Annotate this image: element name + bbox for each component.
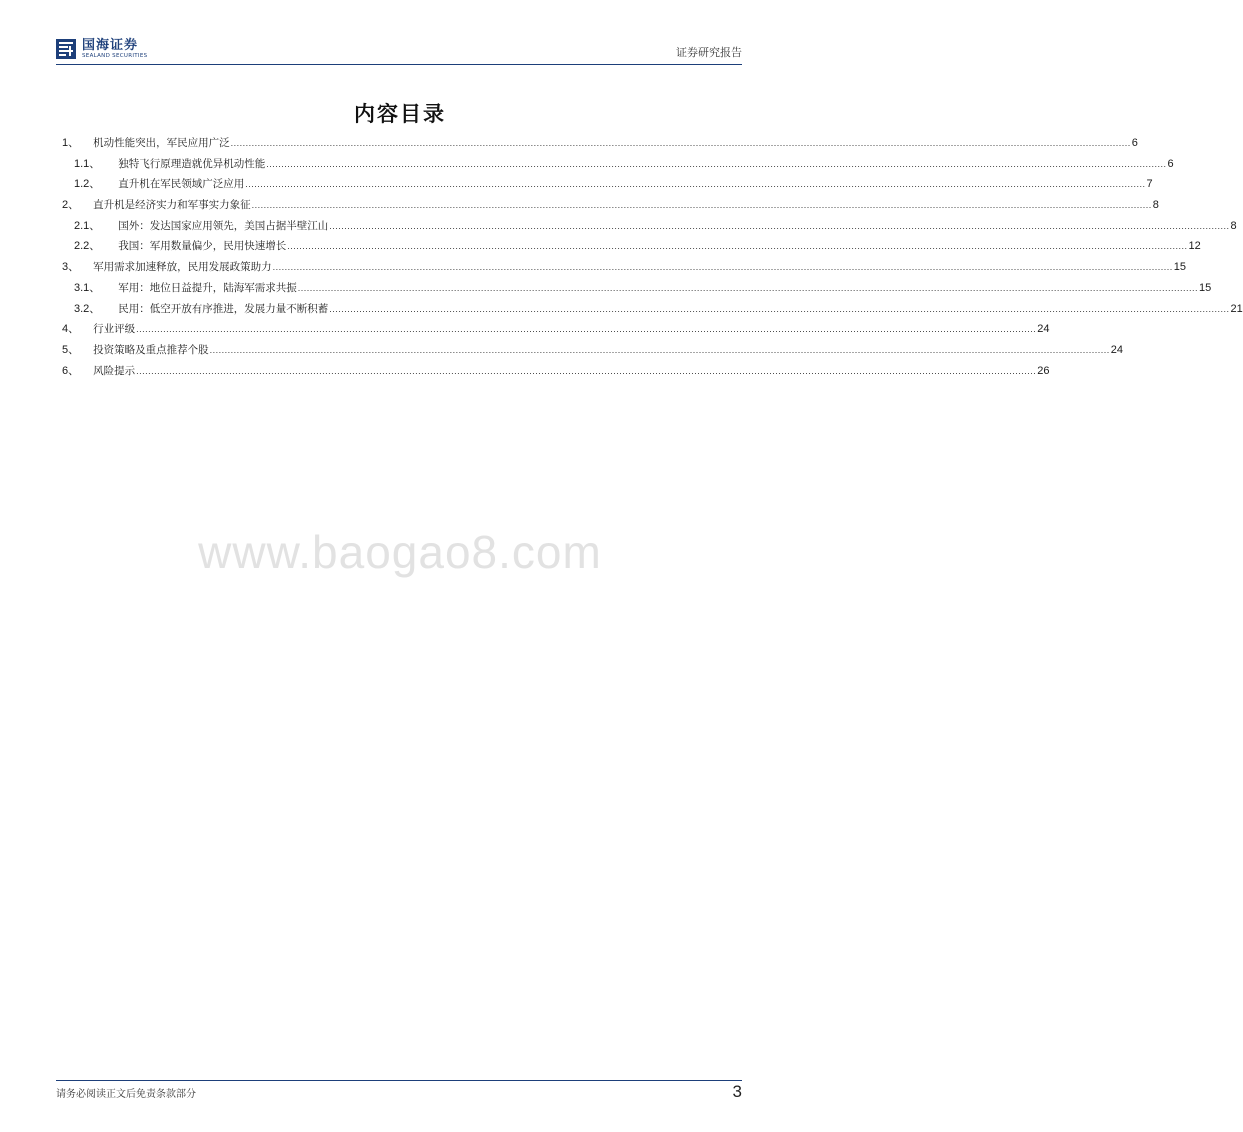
logo-english-name: SEALAND SECURITIES — [82, 52, 148, 59]
toc-entry[interactable] — [62, 237, 1201, 258]
toc-entry-label: 军用：地位日益提升，陆海军需求共振 — [118, 281, 297, 294]
toc-entry-label: 机动性能突出，军民应用广泛 — [93, 137, 230, 149]
toc-entry-number: 3.1、 — [74, 281, 101, 294]
toc-leader-dots: ............................................................................................................................................................................................................................................................................................................ — [329, 220, 1230, 231]
toc-entry-number: 1.1、 — [74, 157, 101, 170]
toc-entry-number: 1、 — [62, 137, 80, 149]
toc-entry-number: 6、 — [62, 364, 80, 377]
toc-entry-page: 26 — [1037, 364, 1050, 377]
toc-leader-dots: ............................................................................................................................................................................................................................................................................................................ — [136, 365, 1037, 376]
company-logo — [56, 36, 147, 62]
toc-entry-page: 6 — [1131, 137, 1138, 149]
toc-entry-number: 2、 — [62, 199, 80, 212]
toc-entry[interactable] — [62, 362, 1050, 383]
toc-entry[interactable] — [62, 279, 1212, 300]
table-of-contents — [62, 134, 1243, 382]
toc-entry-page: 15 — [1173, 261, 1187, 274]
logo-text — [82, 39, 147, 60]
toc-entry-label: 民用：低空开放有序推进，发展力量不断积蓄 — [118, 302, 329, 315]
footer-disclaimer: 请务必阅读正文后免责条款部分 — [56, 1089, 196, 1100]
toc-entry-label: 军用需求加速释放，民用发展政策助力 — [93, 261, 272, 274]
logo-chinese-name: 国海证券 — [82, 37, 139, 53]
toc-entry[interactable] — [62, 300, 1243, 321]
toc-entry-label: 我国：军用数量偏少，民用快速增长 — [118, 240, 287, 253]
toc-leader-dots: ............................................................................................................................................................................................................................................................................................................ — [245, 179, 1146, 190]
toc-entry-page: 24 — [1037, 323, 1050, 336]
toc-entry-page: 21 — [1230, 302, 1243, 315]
toc-entry-page: 8 — [1152, 199, 1159, 212]
toc-entry-page: 8 — [1230, 219, 1237, 232]
toc-entry[interactable] — [62, 134, 1138, 155]
toc-leader-dots: ............................................................................................................................................................................................................................................................................................................ — [209, 344, 1110, 355]
page-number: 3 — [732, 1082, 742, 1101]
toc-entry[interactable] — [62, 155, 1174, 176]
toc-entry[interactable] — [62, 258, 1187, 279]
toc-entry-page: 6 — [1167, 157, 1174, 170]
toc-entry-number: 4、 — [62, 323, 80, 336]
toc-leader-dots: ............................................................................................................................................................................................................................................................................................................ — [136, 324, 1037, 335]
toc-entry-label: 独特飞行原理造就优异机动性能 — [118, 157, 266, 170]
toc-entry-number: 2.2、 — [74, 240, 101, 253]
toc-leader-dots: ............................................................................................................................................................................................................................................................................................................ — [287, 241, 1188, 252]
toc-entry-label: 国外：发达国家应用领先，美国占据半壁江山 — [118, 219, 329, 232]
toc-entry[interactable] — [62, 196, 1159, 217]
toc-entry-page: 24 — [1110, 343, 1124, 356]
toc-entry-label: 直升机在军民领域广泛应用 — [118, 178, 245, 191]
toc-entry-number: 3、 — [62, 261, 80, 274]
toc-entry-number: 5、 — [62, 343, 80, 356]
toc-entry[interactable] — [62, 217, 1237, 238]
toc-leader-dots: ............................................................................................................................................................................................................................................................................................................ — [251, 200, 1152, 211]
toc-entry-label: 投资策略及重点推荐个股 — [93, 343, 209, 356]
document-type: 证券研究报告 — [676, 46, 742, 59]
sealand-logo-icon — [56, 39, 76, 59]
toc-entry-number: 1.2、 — [74, 178, 101, 191]
toc-entry-number: 2.1、 — [74, 219, 101, 232]
toc-entry-label: 风险提示 — [93, 364, 136, 377]
toc-entry-number: 3.2、 — [74, 302, 101, 315]
toc-leader-dots: ............................................................................................................................................................................................................................................................................................................ — [272, 262, 1173, 273]
toc-leader-dots: ............................................................................................................................................................................................................................................................................................................ — [266, 158, 1167, 169]
toc-leader-dots: ............................................................................................................................................................................................................................................................................................................ — [297, 282, 1198, 293]
toc-entry-page: 15 — [1198, 281, 1212, 294]
toc-entry[interactable] — [62, 341, 1124, 362]
toc-entry-page: 7 — [1146, 178, 1153, 191]
toc-entry[interactable] — [62, 320, 1050, 341]
toc-entry-label: 直升机是经济实力和军事实力象征 — [93, 199, 251, 212]
watermark: www.baogao8.com — [198, 526, 602, 578]
toc-leader-dots: ............................................................................................................................................................................................................................................................................................................ — [230, 138, 1131, 148]
page-title: 内容目录 — [354, 101, 446, 126]
toc-leader-dots: ............................................................................................................................................................................................................................................................................................................ — [329, 303, 1230, 314]
toc-entry-page: 12 — [1188, 240, 1201, 253]
footer-divider — [56, 1080, 742, 1081]
toc-entry-label: 行业评级 — [93, 323, 136, 336]
page-header — [56, 36, 742, 65]
toc-entry[interactable] — [62, 175, 1153, 196]
